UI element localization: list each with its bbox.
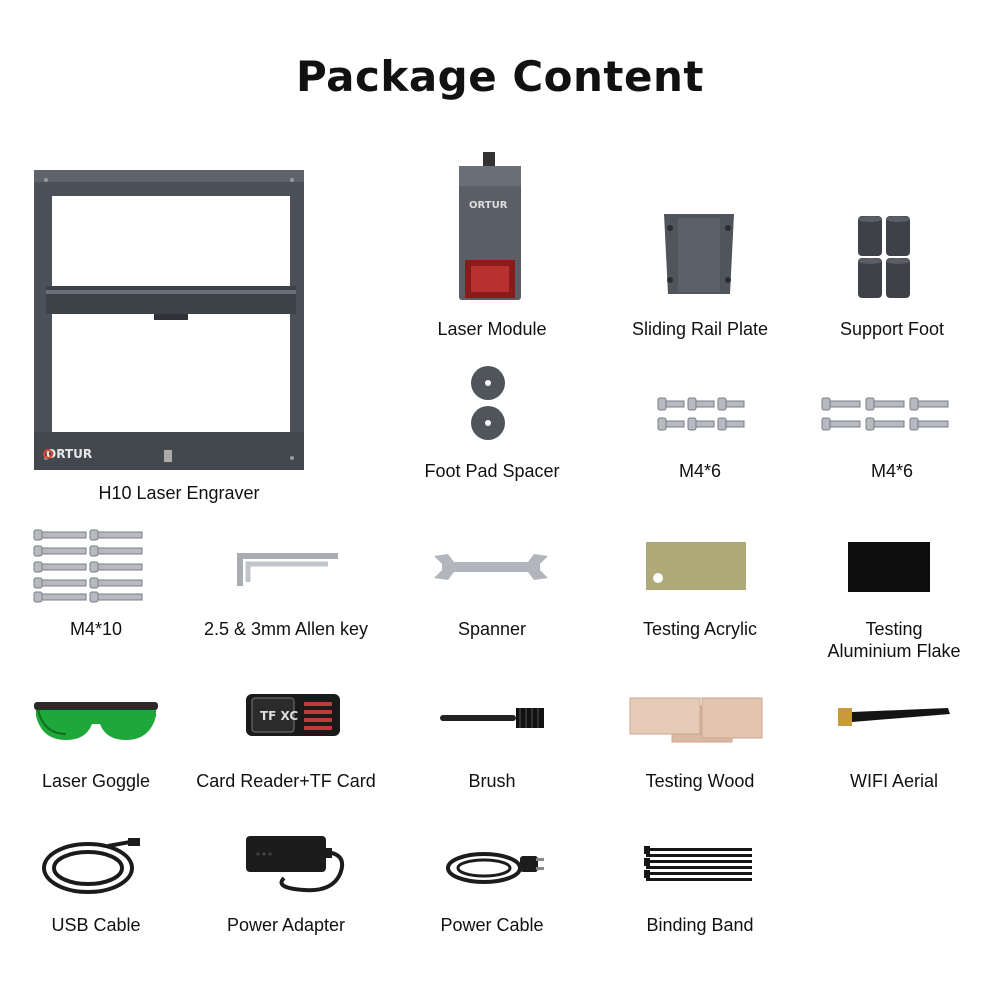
- item-label: Power Cable: [440, 915, 544, 935]
- usb-cable-icon: [38, 836, 144, 896]
- spanner-icon: [432, 552, 550, 582]
- long-screws-icon: [32, 528, 144, 604]
- item-label: Spanner: [457, 619, 527, 639]
- cable-ties-icon: [644, 846, 754, 886]
- laser-engraver-frame-icon: [34, 168, 306, 474]
- item-label: Support Foot: [839, 319, 945, 339]
- item-label: 2.5 & 3mm Allen key: [203, 619, 369, 639]
- item-label: M4*6: [870, 461, 914, 481]
- item-label: WIFI Aerial: [849, 771, 938, 791]
- item-label-line2: Aluminium Flake: [827, 641, 961, 661]
- card-reader-icon: [246, 694, 340, 736]
- sliding-rail-plate-icon: [664, 214, 734, 296]
- foot-pad-spacer-icon: [468, 364, 508, 442]
- acrylic-sheet-icon: [646, 542, 746, 590]
- support-foot-icon: [856, 214, 912, 300]
- item-label: H10 Laser Engraver: [98, 483, 260, 503]
- item-label: Testing Wood: [645, 771, 755, 791]
- card-text: TF XC: [260, 709, 299, 723]
- item-label: Brush: [468, 771, 516, 791]
- brand-text: ORTUR: [46, 447, 93, 461]
- item-label: Laser Goggle: [41, 771, 151, 791]
- item-label: M4*6: [678, 461, 722, 481]
- item-label: Card Reader+TF Card: [196, 771, 376, 791]
- power-cable-icon: [444, 848, 546, 888]
- item-label: Laser Module: [437, 319, 547, 339]
- screws-icon: [656, 396, 746, 432]
- svg-text:ORTUR: ORTUR: [469, 200, 508, 211]
- wifi-antenna-icon: [836, 700, 952, 730]
- item-label: Testing Acrylic: [642, 619, 758, 639]
- item-label: Foot Pad Spacer: [424, 461, 560, 481]
- page-title: Package Content: [296, 52, 704, 101]
- item-label: USB Cable: [51, 915, 141, 935]
- item-label: Sliding Rail Plate: [631, 319, 769, 339]
- brush-icon: [440, 706, 546, 730]
- laser-module-icon: [457, 152, 523, 300]
- item-label: Binding Band: [646, 915, 754, 935]
- item-label: Power Adapter: [226, 915, 346, 935]
- goggles-icon: [34, 698, 158, 744]
- item-label: Testing: [865, 619, 923, 639]
- item-label: M4*10: [69, 619, 123, 639]
- screws-icon: [820, 396, 950, 432]
- allen-key-icon: [232, 550, 342, 590]
- power-adapter-icon: [244, 834, 350, 900]
- aluminium-flake-icon: [848, 542, 930, 592]
- wood-sheets-icon: [628, 696, 764, 744]
